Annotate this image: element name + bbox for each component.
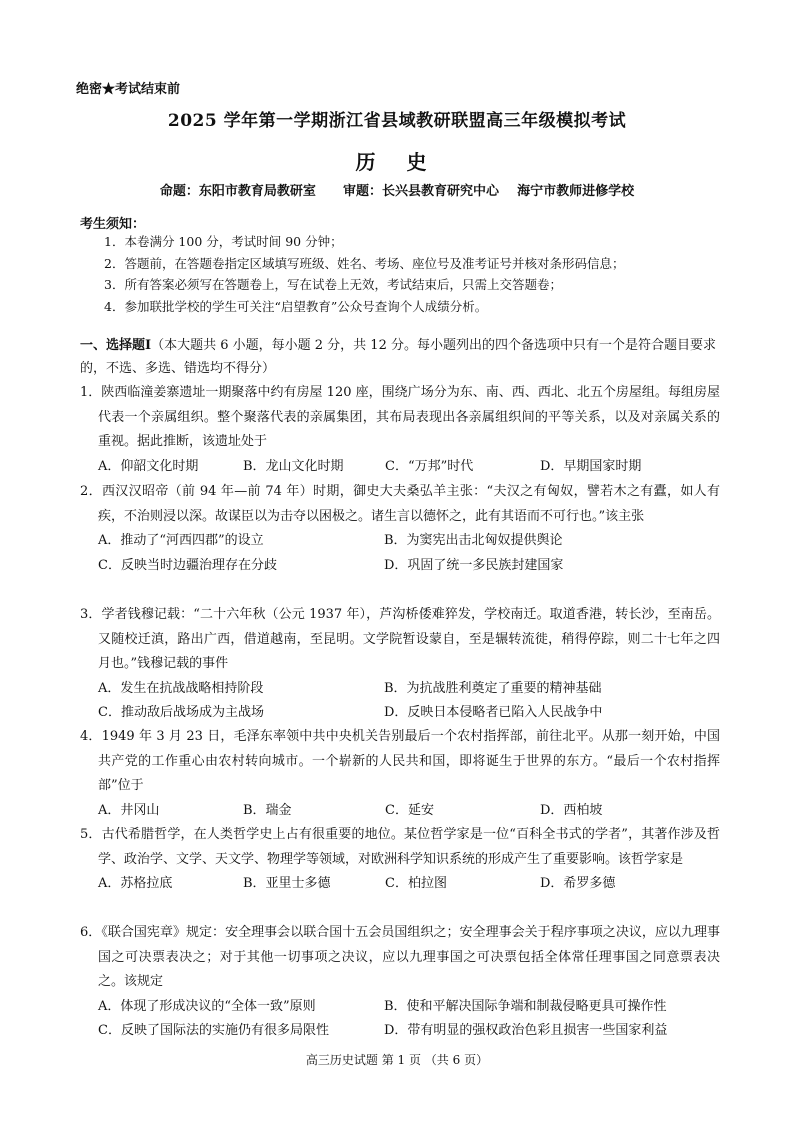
- option-c: C．推动敌后战场成为主战场: [98, 705, 264, 720]
- question-6: [80, 921, 720, 1044]
- subject-title: 历 史: [355, 150, 439, 174]
- option-b: B．龙山文化时期: [243, 458, 344, 474]
- notice-item: 1．本卷满分 100 分，考试时间 90 分钟；: [104, 234, 343, 249]
- question-options: [80, 872, 720, 897]
- question-options: [80, 1019, 720, 1044]
- question-options: [80, 554, 720, 579]
- option-d: D．带有明显的强权政治色彩且损害一些国家利益: [384, 1023, 668, 1038]
- question-options: [80, 455, 720, 480]
- authors-line: 命题：东阳市教育局教研室 审题：长兴县教育研究中心 海宁市教师进修学校: [159, 184, 635, 199]
- question-4: [80, 725, 720, 823]
- page-footer: 高三历史试题 第 1 页 （共 6 页）: [305, 1053, 489, 1067]
- option-c: C．“万邦”时代: [385, 458, 474, 474]
- notice-heading: 考生须知：: [80, 217, 146, 232]
- option-c: C．反映了国际法的实施仍有很多局限性: [98, 1023, 329, 1038]
- question-options: [80, 677, 720, 702]
- option-d: D．希罗多德: [540, 876, 616, 891]
- question-3: [80, 603, 720, 726]
- option-b: B．使和平解决国际争端和制裁侵略更具可操作性: [384, 998, 667, 1014]
- option-a: A．仰韶文化时期: [98, 458, 199, 474]
- exam-title: 2025 学年第一学期浙江省县域教研联盟高三年级模拟考试: [167, 111, 627, 131]
- option-b: B．为抗战胜利奠定了重要的精神基础: [384, 680, 602, 696]
- question-stem: 4．1949 年 3 月 23 日，毛泽东率领中共中央机关告别最后一个农村指挥部，前往北平。从那一刻开始，中国共产党的工作重心由农村转向城市。一个崭新的人民共和国，即将诞生于世界的东方。“最后一个农村指挥部”位于: [80, 729, 720, 793]
- question-2: [80, 480, 720, 578]
- question-5: [80, 823, 720, 897]
- option-c: C．柏拉图: [385, 876, 447, 891]
- question-stem: 1．陕西临潼姜寨遗址一期聚落中约有房屋 120 座，围绕广场分为东、南、西、西北、北五个房屋组。每组房屋代表一个亲属组织。整个聚落代表的亲属集团，其布局表现出各亲属组织间的平等关系，以及对亲属关系的重视。据此推断，该遗址处于: [80, 385, 720, 449]
- notice-item: 2．答题前，在答题卷指定区域填写班级、姓名、考场、座位号及准考证号并核对条形码信息；: [104, 255, 625, 271]
- option-c: C．延安: [385, 802, 434, 818]
- section-intro: [80, 334, 720, 380]
- question-stem: 6．《联合国宪章》规定：安全理事会以联合国十五会员国组织之；安全理事会关于程序事项之决议，应以九理事国之可决票表决之；对于其他一切事项之决议，应以九理事国之可决票包括全体常任理事国之同意票表决之。该规定: [80, 925, 720, 989]
- question-stem: 2．西汉汉昭帝（前 94 年—前 74 年）时期，御史大夫桑弘羊主张：“夫汉之有匈奴，譬若木之有蠹，如人有疾，不治则浸以深。故谋臣以为击夺以困极之。诸生言以德怀之，此有其语而不可行也。”该主张: [80, 484, 720, 524]
- option-d: D．西柏坡: [540, 802, 603, 818]
- question-stem: 5．古代希腊哲学，在人类哲学史上占有很重要的地位。某位哲学家是一位“百科全书式的学者”，其著作涉及哲学、政治学、文学、天文学、物理学等领域，对欧洲科学知识系统的形成产生了重要影响。该哲学家是: [80, 827, 720, 867]
- option-c: C．反映当时边疆治理存在分歧: [98, 557, 277, 573]
- confidential-label: 绝密★考试结束前: [76, 82, 181, 97]
- question-options: [80, 529, 720, 554]
- notice-item: 3．所有答案必须写在答题卷上，写在试卷上无效，考试结束后，只需上交答题卷；: [104, 277, 562, 292]
- option-d: D．早期国家时期: [540, 458, 642, 474]
- option-a: A．体现了形成决议的“全体一致”原则: [98, 998, 316, 1014]
- notice-list: [104, 231, 624, 317]
- section-description: （本大题共 6 小题，每小题 2 分，共 12 分。每小题列出的四个备选项中只有一个是符合题目要求的，不选、多选、错选均不得分）: [80, 338, 716, 376]
- option-a: A．推动了“河西四郡”的设立: [98, 533, 264, 548]
- question-1: [80, 381, 720, 479]
- question-options: [80, 701, 720, 726]
- option-d: D．巩固了统一多民族封建国家: [384, 557, 564, 573]
- question-stem: 3．学者钱穆记载：“二十六年秋（公元 1937 年），芦沟桥倭难猝发，学校南迁。取道香港，转长沙，至南岳。又随校迁滇，路出广西，借道越南，至昆明。文学院暂设蒙自，至是辗转流徙，稍得停踪，则二十七年之四月也。”钱穆记载的事件: [80, 607, 720, 671]
- notice-item: 4．参加联批学校的学生可关注“启望教育”公众号查询个人成绩分析。: [104, 298, 488, 314]
- option-b: B．亚里士多德: [243, 876, 331, 891]
- section-heading: 一、选择题Ⅰ: [80, 338, 152, 353]
- option-b: B．瑞金: [243, 802, 292, 818]
- option-a: A．发生在抗战战略相持阶段: [98, 680, 264, 696]
- option-d: D．反映日本侵略者已陷入人民战争中: [384, 705, 603, 720]
- question-options: [80, 995, 720, 1020]
- option-b: B．为窦宪出击北匈奴提供舆论: [384, 533, 563, 548]
- option-a: A．井冈山: [98, 802, 160, 818]
- option-a: A．苏格拉底: [98, 876, 173, 891]
- question-options: [80, 799, 720, 824]
